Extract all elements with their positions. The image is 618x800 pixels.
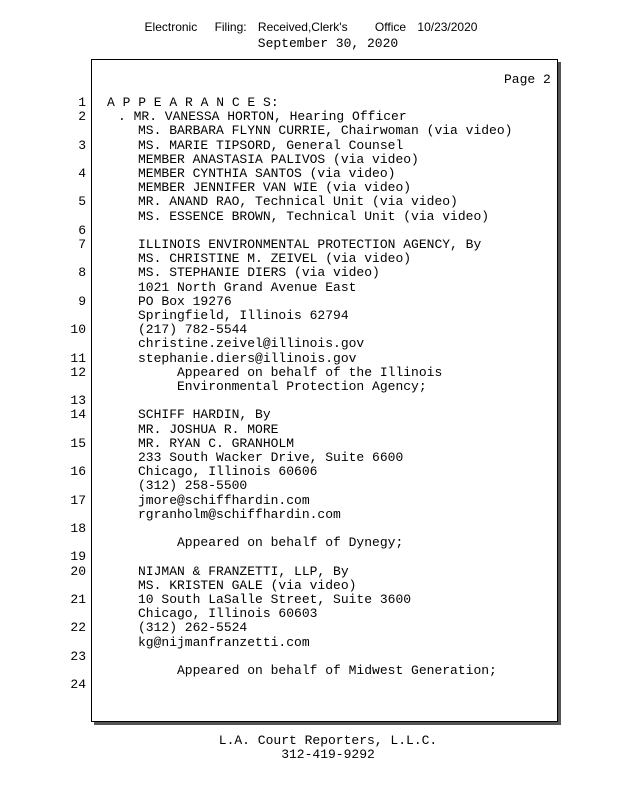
line-number: 23 (70, 648, 86, 664)
line-text: MR. ANAND RAO, Technical Unit (via video) (138, 194, 458, 210)
transcript-line (0, 565, 618, 579)
line-text: stephanie.diers@illinois.gov (138, 350, 357, 366)
line-number: 8 (78, 265, 86, 281)
transcript-line (0, 323, 618, 337)
line-number: 9 (78, 293, 86, 309)
line-text: 233 South Wacker Drive, Suite 6600 (138, 450, 404, 465)
line-number: 18 (70, 521, 86, 536)
line-number: 5 (78, 194, 86, 210)
line-text: Springfield, Illinois 62794 (138, 308, 349, 323)
transcript-line (0, 266, 618, 280)
transcript-line (0, 479, 618, 493)
line-number: 2 (78, 109, 86, 125)
line-text: MEMBER ANASTASIA PALIVOS (via video) (138, 151, 419, 167)
transcript-line (0, 124, 618, 138)
page-number: Page 2 (504, 72, 551, 87)
line-number: 21 (70, 592, 86, 607)
line-text: NIJMAN & FRANZETTI, LLP, By (138, 563, 349, 579)
line-number: 13 (70, 393, 86, 409)
line-text: Chicago, Illinois 60603 (138, 606, 318, 622)
line-number: 17 (70, 492, 86, 508)
line-text: christine.zeivel@illinois.gov (138, 336, 365, 352)
transcript-line (0, 337, 618, 351)
line-text: SCHIFF HARDIN, By (138, 407, 271, 423)
line-text: (312) 262-5524 (138, 620, 248, 636)
stamp-label: Electronic (144, 20, 198, 34)
transcript-line (0, 437, 618, 451)
transcript-line (0, 394, 618, 408)
line-text: MS. MARIE TIPSORD, General Counsel (138, 137, 404, 153)
line-text: MS. ESSENCE BROWN, Technical Unit (via video) (138, 208, 490, 224)
transcript-line (0, 678, 618, 692)
transcript-line (0, 607, 618, 621)
footer-company: L.A. Court Reporters, L.L.C. (218, 733, 438, 748)
transcript-line (0, 238, 618, 252)
transcript-line (0, 650, 618, 664)
transcript-line (0, 167, 618, 181)
transcript-line (0, 621, 618, 635)
transcript-line (0, 664, 618, 678)
line-text: Environmental Protection Agency; (138, 379, 427, 394)
transcript-line (0, 309, 618, 323)
line-number: 12 (70, 364, 86, 380)
transcript-line (0, 465, 618, 479)
line-text: (312) 258-5500 (138, 478, 248, 494)
line-number: 7 (78, 237, 86, 252)
line-number: 6 (78, 222, 86, 238)
line-number: 1 (78, 95, 86, 110)
line-number: 3 (78, 137, 86, 153)
line-text: MR. JOSHUA R. MORE (138, 421, 279, 437)
line-text: MS. KRISTEN GALE (via video) (138, 577, 357, 593)
transcript-line (0, 522, 618, 536)
line-number: 19 (70, 549, 86, 565)
line-number: 20 (70, 563, 86, 579)
line-text: MEMBER CYNTHIA SANTOS (via video) (138, 166, 396, 181)
transcript-line (0, 210, 618, 224)
transcript-line (0, 451, 618, 465)
line-text: MR. RYAN C. GRANHOLM (138, 435, 295, 451)
transcript-line (0, 423, 618, 437)
line-number: 14 (70, 407, 86, 423)
line-text: 10 South LaSalle Street, Suite 3600 (138, 592, 412, 607)
transcript-line (0, 295, 618, 309)
line-text: Chicago, Illinois 60606 (138, 464, 318, 480)
transcript-line (0, 366, 618, 380)
transcript-line (0, 579, 618, 593)
transcript-line (0, 536, 618, 550)
transcript-line (0, 408, 618, 422)
line-text: ILLINOIS ENVIRONMENTAL PROTECTION AGENCY, By (138, 237, 482, 252)
transcript-line (0, 96, 618, 110)
line-text: Appeared on behalf of Midwest Generation; (138, 663, 497, 678)
transcript-line (0, 195, 618, 209)
line-number: 22 (70, 620, 86, 636)
line-number: 24 (70, 677, 86, 693)
line-number: 4 (78, 166, 86, 181)
transcript-line (0, 110, 618, 124)
transcript-line (0, 352, 618, 366)
transcript-line (0, 139, 618, 153)
line-number: 11 (70, 350, 86, 366)
line-text: PO Box 19276 (138, 293, 232, 309)
transcript-line (0, 550, 618, 564)
transcript-line (0, 494, 618, 508)
stamp-date: 10/23/2020 (417, 20, 478, 34)
line-number: 15 (70, 435, 86, 451)
stamp-office: Office (374, 20, 407, 34)
line-text: jmore@schiffhardin.com (138, 492, 310, 508)
transcript-line (0, 153, 618, 167)
line-text: 1021 North Grand Avenue East (138, 279, 357, 295)
transcript-date: September 30, 2020 (257, 36, 399, 51)
line-text: A P P E A R A N C E S: (107, 95, 279, 110)
line-text: MS. CHRISTINE M. ZEIVEL (via video) (138, 251, 412, 267)
line-number: 16 (70, 464, 86, 480)
transcript-line (0, 380, 618, 394)
stamp-received: Received,Clerk's (257, 20, 348, 34)
line-text: (217) 782-5544 (138, 322, 248, 338)
footer-phone: 312-419-9292 (281, 747, 375, 762)
line-text: Appeared on behalf of Dynegy; (138, 535, 404, 551)
line-text: MS. STEPHANIE DIERS (via video) (138, 265, 380, 281)
transcript-line (0, 281, 618, 295)
transcript-line (0, 252, 618, 266)
transcript-line (0, 636, 618, 650)
transcript-line (0, 224, 618, 238)
line-text: . MR. VANESSA HORTON, Hearing Officer (118, 109, 407, 125)
line-text: MS. BARBARA FLYNN CURRIE, Chairwoman (via video) (138, 123, 513, 139)
line-text: rgranholm@schiffhardin.com (138, 506, 341, 522)
line-number: 10 (70, 322, 86, 338)
transcript-line (0, 593, 618, 607)
transcript-line (0, 181, 618, 195)
transcript-line (0, 508, 618, 522)
electronic-filing-stamp (0, 20, 618, 34)
line-text: Appeared on behalf of the Illinois (138, 364, 443, 380)
stamp-filing: Filing: (214, 20, 247, 34)
line-text: kg@nijmanfranzetti.com (138, 634, 310, 650)
line-text: MEMBER JENNIFER VAN WIE (via video) (138, 180, 412, 196)
